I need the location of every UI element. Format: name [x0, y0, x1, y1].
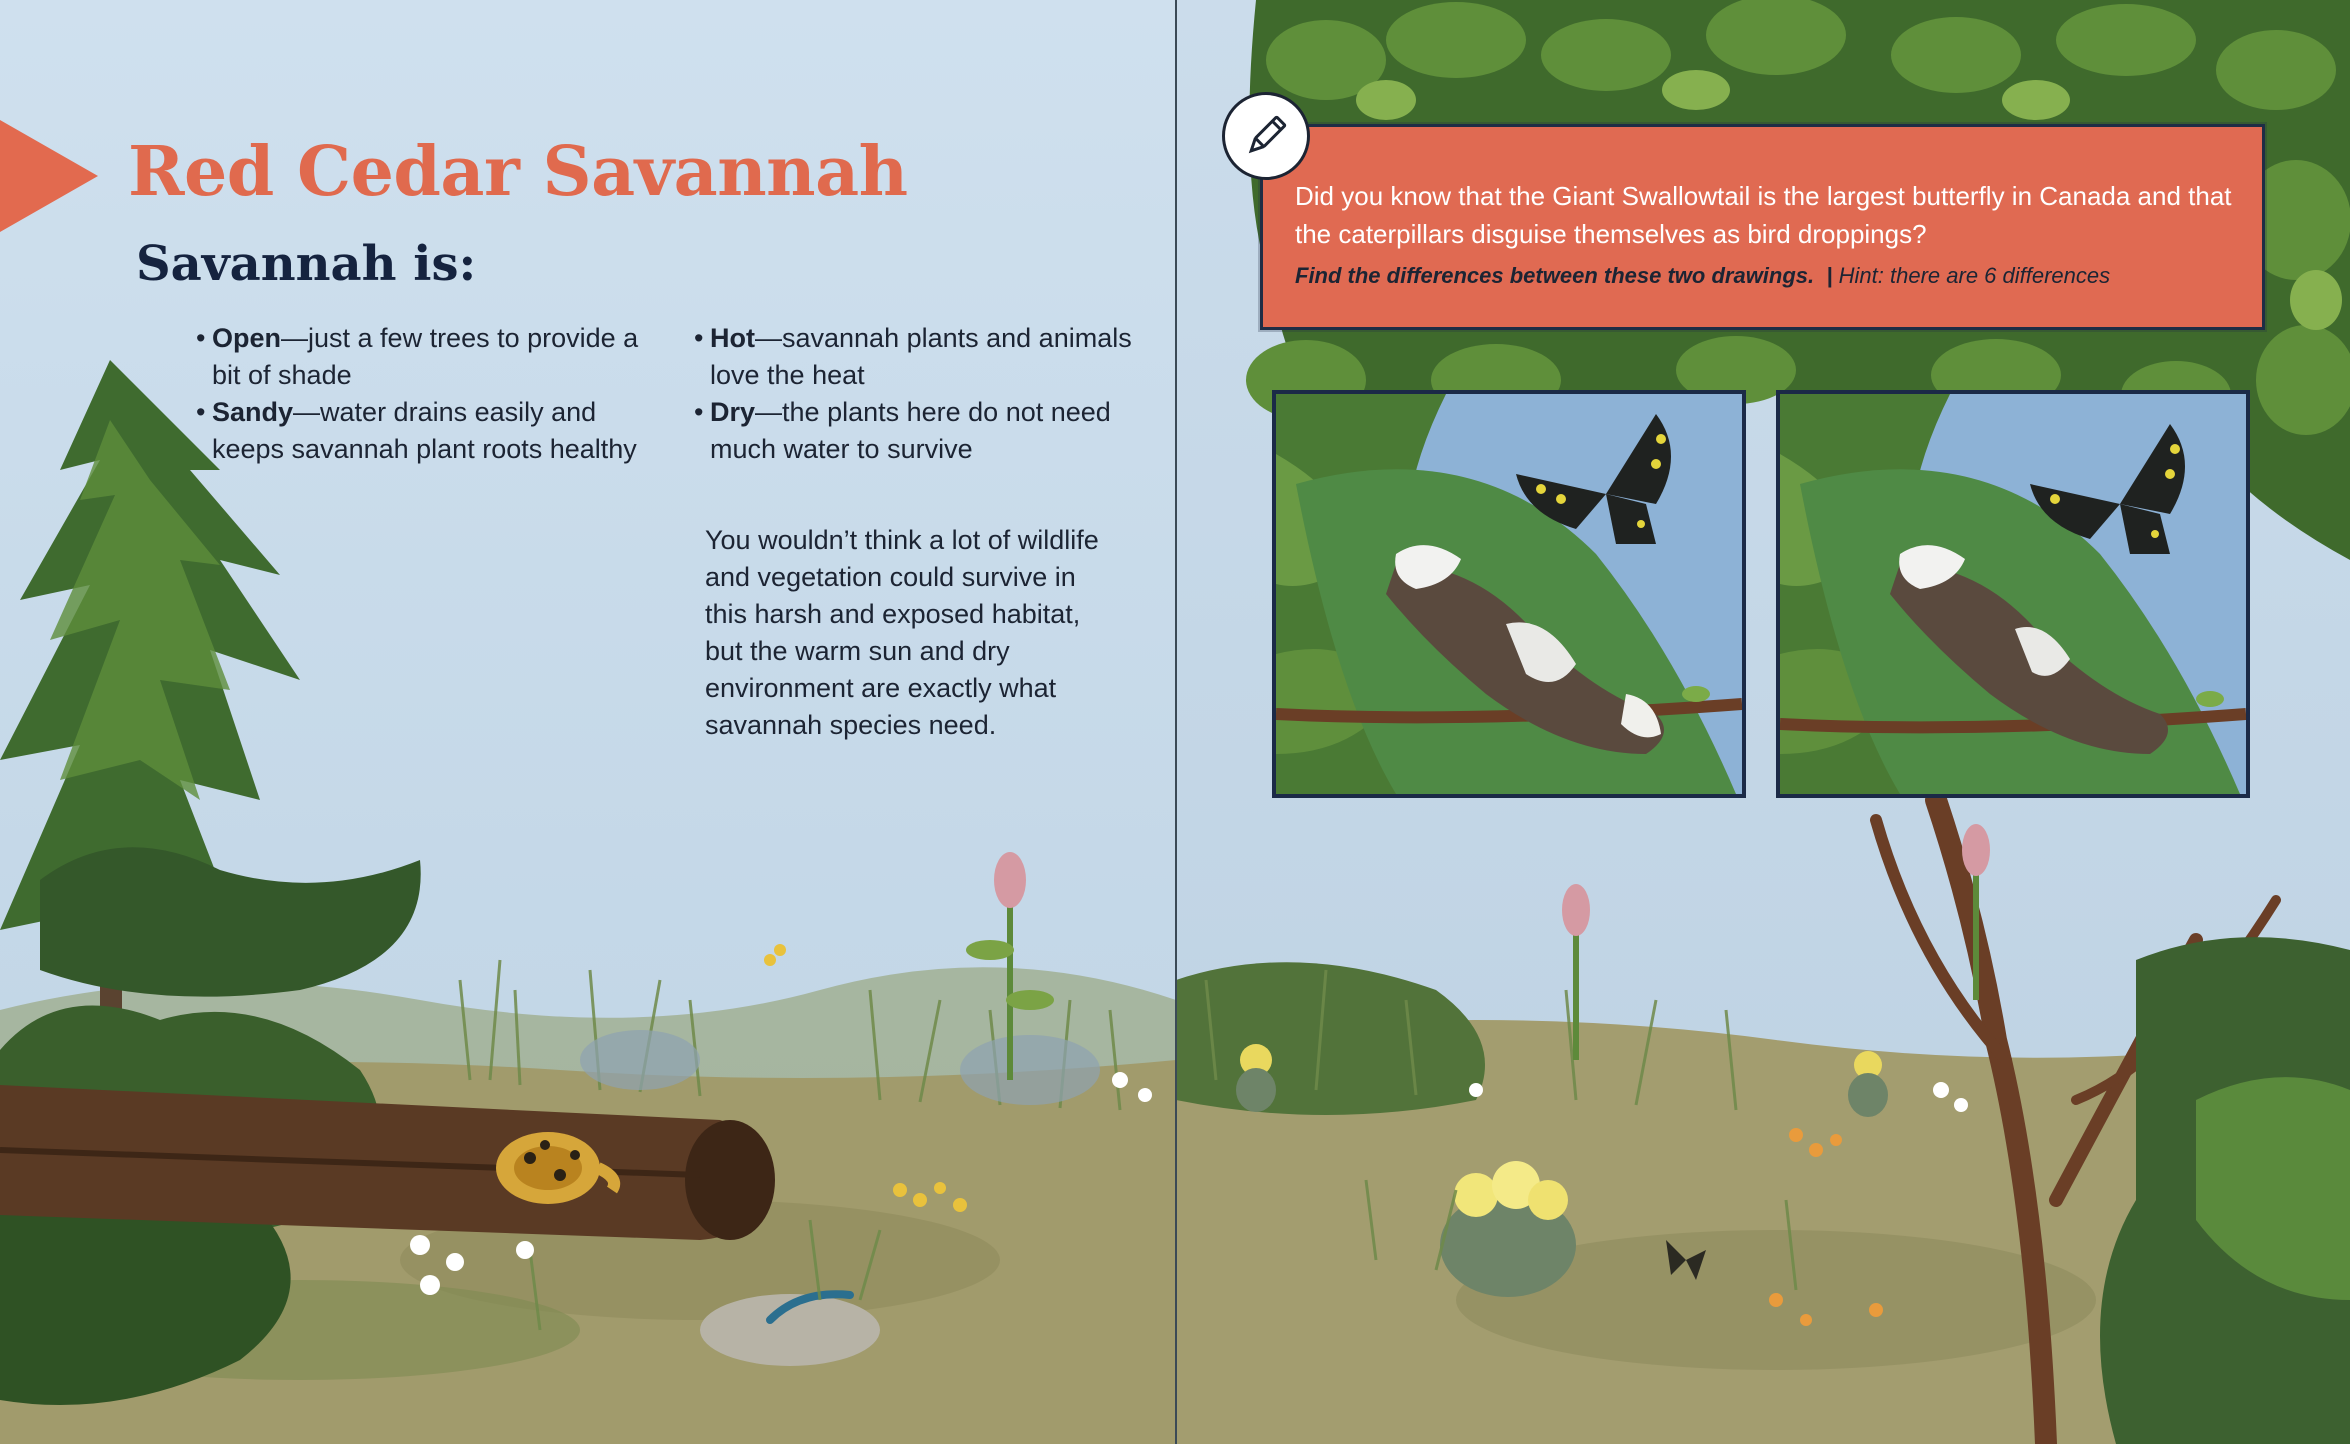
bullet-dash: — — [281, 323, 309, 353]
bullet-marker: • — [694, 397, 704, 427]
bullet-term: Sandy — [212, 397, 294, 427]
bullet-sandy — [190, 394, 660, 468]
callout-hint-text: Hint: there are 6 differences — [1838, 263, 2111, 288]
bullet-dry — [688, 394, 1148, 468]
bullet-marker: • — [196, 397, 206, 427]
bullet-term: Open — [212, 323, 282, 353]
difference-drawing-right[interactable] — [1776, 390, 2250, 798]
callout-separator: | — [1826, 263, 1833, 288]
callout-fact-text: Did you know that the Giant Swallowtail is the largest butterfly in Canada and that the caterpillars disguise themselves as bird droppings? — [1295, 181, 2232, 249]
bullet-list-column-1 — [190, 320, 660, 468]
bullet-list-column-2 — [688, 320, 1148, 468]
bullet-text: the plants here do not need much water to survive — [710, 397, 1111, 464]
fact-callout-box — [1260, 124, 2265, 330]
pencil-icon-glyph — [1241, 111, 1291, 161]
bullet-text: savannah plants and animals love the heat — [710, 323, 1132, 390]
bullet-dash: — — [755, 397, 783, 427]
section-pointer-arrow — [0, 120, 98, 232]
bullet-text: just a few trees to provide a bit of shade — [212, 323, 639, 390]
section-subtitle: Savannah is: — [136, 236, 477, 292]
difference-drawing-left[interactable] — [1272, 390, 1746, 798]
intro-paragraph: You wouldn’t think a lot of wildlife and vegetation could survive in this harsh and exposed habitat, but the warm sun and dry environment are exactly what savannah species need. — [705, 525, 1099, 740]
page-title: Red Cedar Savannah — [128, 132, 908, 212]
bullet-term: Dry — [710, 397, 756, 427]
pencil-icon — [1222, 92, 1310, 180]
bullet-text: water drains easily and keeps savannah plant roots healthy — [212, 397, 637, 464]
swallowtail-drawing-right — [1780, 394, 2246, 794]
bullet-open — [190, 320, 660, 394]
bullet-marker: • — [694, 323, 704, 353]
right-page — [1176, 0, 2350, 1444]
bullet-marker: • — [196, 323, 206, 353]
bullet-hot — [688, 320, 1148, 394]
page-spine-divider — [1175, 0, 1177, 1444]
bullet-dash: — — [293, 397, 321, 427]
callout-task-text: Find the differences between these two drawings. — [1295, 263, 1815, 288]
swallowtail-drawing-left — [1276, 394, 1742, 794]
bullet-term: Hot — [710, 323, 755, 353]
bullet-dash: — — [754, 323, 782, 353]
callout-task-line — [1295, 263, 2110, 289]
